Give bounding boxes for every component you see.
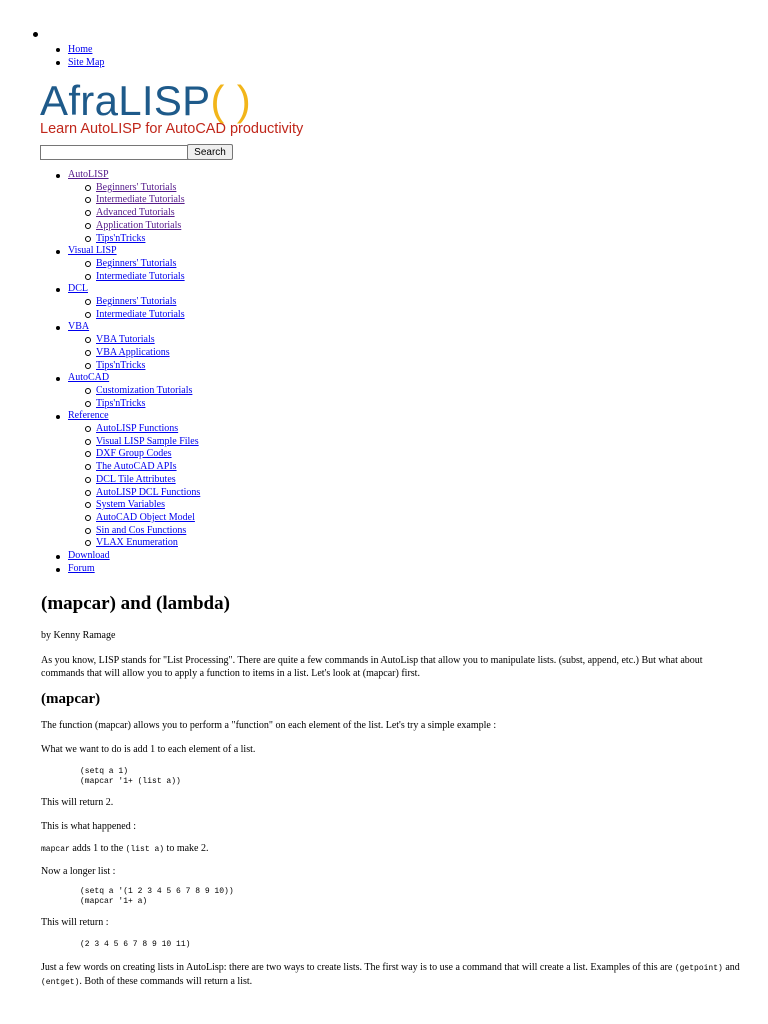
submenu-item [96,525,200,538]
menu-link-vba[interactable]: VBA [68,321,90,333]
submenu-link[interactable]: Sin and Cos Functions [96,524,187,536]
inline-code-list-a: (list a) [125,845,165,854]
submenu-item [96,448,200,461]
want-paragraph: What we want to do is add 1 to each element of a list. [41,744,256,755]
menu-section [68,283,200,321]
submenu-item [96,360,200,373]
adds-text-2: to make 2. [164,843,209,854]
menu-link-reference[interactable]: Reference [68,410,109,422]
intro-paragraph: As you know, LISP stands for "List Processing". There are quite a few commands in AutoLisp that allow you to manipulate lists. (subst, append, etc.) But what about commands that will allow you to apply a function to items in a list. Let's look at (mapcar) first. [41,655,703,679]
function-paragraph: The function (mapcar) allows you to perform a "function" on each element of the list. Let's try a simple example : [41,720,497,731]
main-menu [68,169,200,576]
logo-wordmark [40,77,303,124]
submenu-link[interactable]: Customization Tutorials [96,384,193,396]
submenu-link[interactable]: VBA Applications [96,346,170,358]
menu-link-forum[interactable]: Forum [68,562,95,574]
submenu-item [96,436,200,449]
submenu-link[interactable]: Intermediate Tutorials [96,194,185,206]
logo-tagline: Learn AutoLISP for AutoCAD productivity [40,121,304,137]
submenu-link[interactable]: Beginners' Tutorials [96,257,177,269]
inline-code-mapcar: mapcar [41,845,70,854]
submenu-link[interactable]: Intermediate Tutorials [96,308,185,320]
submenu-item [96,207,200,220]
submenu-link[interactable]: Tips'nTricks [96,359,146,371]
code-block-2: (setq a '(1 2 3 4 5 6 7 8 9 10)) (mapcar '1+ a) [80,887,234,906]
menu-section [68,550,200,563]
menu-link-download[interactable]: Download [68,550,110,562]
submenu-link[interactable]: Beginners' Tutorials [96,181,177,193]
logo-afra: Afra [40,77,119,124]
submenu-item [96,334,200,347]
submenu-link[interactable]: Tips'nTricks [96,397,146,409]
code-block-1: (setq a 1) (mapcar '1+ (list a)) [80,767,181,786]
submenu [68,296,200,321]
menu-section [68,410,200,550]
code-block-3: (2 3 4 5 6 7 8 9 10 11) [80,940,191,949]
submenu-item [96,398,200,411]
page-title: (mapcar) and (lambda) [41,593,230,614]
return-2-paragraph: This will return 2. [41,797,114,808]
submenu-item [96,271,200,284]
submenu-item [96,474,200,487]
menu-link-dcl[interactable]: DCL [68,283,88,295]
submenu-link[interactable]: Tips'nTricks [96,232,146,244]
search-button[interactable]: Search [187,144,233,160]
submenu [68,258,200,283]
submenu-link[interactable]: VBA Tutorials [96,334,155,346]
few-words-text-1: Just a few words on creating lists in AutoLisp: there are two ways to create lists. The first way is to use a command that will create a list. Examples of this are [41,962,675,973]
submenu-item [96,385,200,398]
few-words-text-3: . Both of these commands will return a list. [79,976,253,987]
submenu-link[interactable]: Intermediate Tutorials [96,270,185,282]
menu-link-autocad[interactable]: AutoCAD [68,372,110,384]
submenu-link[interactable]: DCL Tile Attributes [96,473,176,485]
byline: by Kenny Ramage [41,630,116,641]
menu-section [68,563,200,576]
submenu-item [96,194,200,207]
longer-list-paragraph: Now a longer list : [41,866,116,877]
afralisp-logo[interactable] [40,77,304,137]
submenu-link[interactable]: AutoLISP DCL Functions [96,486,201,498]
inline-code-getpoint: (getpoint) [674,964,723,973]
site-map-link[interactable]: Site Map [68,57,105,68]
menu-section [68,169,200,245]
submenu [68,334,200,372]
submenu-item [96,220,200,233]
submenu-link[interactable]: Application Tutorials [96,219,182,231]
logo-lisp: LISP [118,77,211,124]
top-nav-home-item [68,43,104,56]
logo-parens: ( ) [210,77,252,124]
submenu-item [96,499,200,512]
submenu-link[interactable]: AutoCAD Object Model [96,511,195,523]
submenu-item [96,487,200,500]
submenu [68,423,200,550]
few-words-paragraph [41,961,741,989]
submenu-link[interactable]: Advanced Tutorials [96,207,175,219]
top-bullet [33,32,38,37]
submenu [68,182,200,246]
submenu-item [96,182,200,195]
submenu-link[interactable]: DXF Group Codes [96,448,172,460]
submenu-link[interactable]: VLAX Enumeration [96,537,178,549]
top-nav [68,43,104,69]
submenu-link[interactable]: System Variables [96,499,165,511]
top-nav-sitemap-item [68,56,104,69]
menu-section [68,321,200,372]
home-link[interactable]: Home [68,44,93,55]
submenu-item [96,537,200,550]
menu-section [68,372,200,410]
submenu-item [96,296,200,309]
submenu-item [96,309,200,322]
submenu-item [96,258,200,271]
submenu-link[interactable]: Beginners' Tutorials [96,296,177,308]
few-words-text-2: and [722,962,740,973]
submenu-item [96,233,200,246]
menu-link-autolisp[interactable]: AutoLISP [68,169,109,180]
section-heading-mapcar: (mapcar) [41,691,101,707]
will-return-paragraph: This will return : [41,917,109,928]
submenu-item [96,512,200,525]
submenu-item [96,423,200,436]
submenu-item [96,347,200,360]
happened-paragraph: This is what happened : [41,821,136,832]
mapcar-adds-paragraph [41,842,741,856]
search-input[interactable] [40,145,191,160]
adds-text-1: adds 1 to the [69,843,126,854]
submenu-link[interactable]: Visual LISP Sample Files [96,435,199,447]
menu-link-visual-lisp[interactable]: Visual LISP [68,245,117,257]
inline-code-entget: (entget) [41,978,80,987]
submenu [68,385,200,410]
menu-section [68,245,200,283]
submenu-link[interactable]: AutoLISP Functions [96,423,179,435]
submenu-item [96,461,200,474]
submenu-link[interactable]: The AutoCAD APIs [96,461,177,473]
